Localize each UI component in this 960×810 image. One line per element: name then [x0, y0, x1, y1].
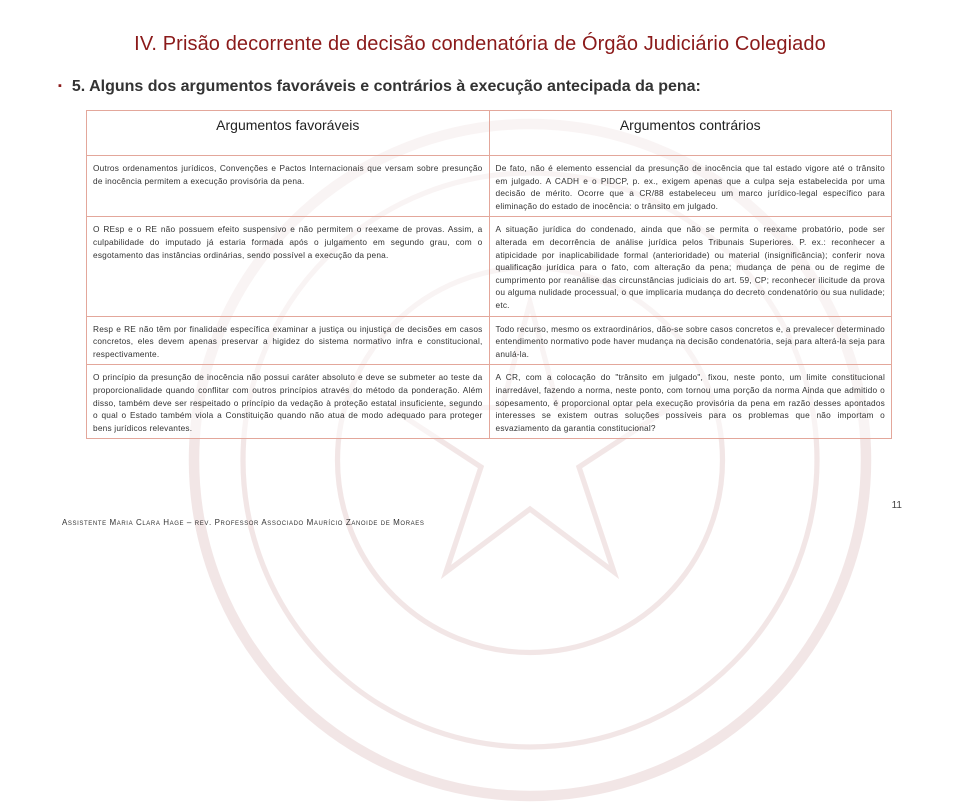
contrary-argument-cell: De fato, não é elemento essencial da presunção de inocência que tal estado vigore até o trânsito em julgado. A CADH e o PIDCP, p. ex., exigem apenas que a culpa seja estabelecida por uma decisão de mérito. Ocorre que a CR/88 estabeleceu um marco jurídico-legal específico para eliminação do estado de inocência: o trânsito em julgado. — [489, 156, 892, 217]
favorable-argument-cell: O princípio da presunção de inocência não possui caráter absoluto e deve se submeter ao teste da proporcionalidade quando conflitar com outros princípios através do método da ponderação. Além disso, também deve ser respeitado o princípio da vedação à proteção estatal insuficiente, segundo o qual o Estado também viola a Constituição quando não atua de modo adequado para proteger bens jurídicos relevantes. — [87, 365, 490, 439]
favorable-argument-cell: O REsp e o RE não possuem efeito suspensivo e não permitem o reexame de provas. Assim, a culpabilidade do imputado já estaria formada após o julgamento em segundo grau, com o esgotamento das instâncias ordinárias, sendo possível a execução da pena. — [87, 217, 490, 316]
table-row — [87, 316, 892, 365]
table-header-row — [87, 111, 892, 156]
table-row — [87, 365, 892, 439]
slide-subtitle: 5. Alguns dos argumentos favoráveis e contrários à execução antecipada da pena: — [71, 78, 701, 95]
footer-credit: Assistente Maria Clara Hage – rev. Professor Associado Maurício Zanoide de Moraes — [62, 518, 425, 527]
contrary-argument-cell: Todo recurso, mesmo os extraordinários, dão-se sobre casos concretos e, a prevalecer determinado entendimento normativo pode haver mudança na decisão condenatória, seja para alterá-la seja para anulá-la. — [489, 316, 892, 365]
bullet-marker: ▪ — [58, 80, 62, 92]
table-row — [87, 156, 892, 217]
subtitle-row — [58, 78, 701, 96]
arguments-table — [86, 110, 892, 439]
contrary-argument-cell: A situação jurídica do condenado, ainda que não se permita o reexame probatório, pode ser alterada em decorrência de análise jurídica pelos Tribunais Superiores. P. ex.: reconhecer a atipicidade por inaplicabilidade formal (anterioridade) ou material (insignificância); conferir nova qualificação jurídica para o fato, com alteração da pena; mudança de pena ou de regime de cumprimento por reanálise das circunstâncias judiciais do art. 59, CP; reconhecer ilicitude da prova ou alguma nulidade processual, o que implicaria mudança do decreto condenatório ou sua nulidade; etc. — [489, 217, 892, 316]
favorable-argument-cell: Resp e RE não têm por finalidade específica examinar a justiça ou injustiça de decisões em casos concretos, eles devem apenas preservar a higidez do sistema normativo infra e constitucional, respectivamente. — [87, 316, 490, 365]
header-contrary: Argumentos contrários — [489, 111, 892, 156]
header-favorable: Argumentos favoráveis — [87, 111, 490, 156]
favorable-argument-cell: Outros ordenamentos jurídicos, Convenções e Pactos Internacionais que versam sobre presunção de inocência permitem a execução provisória da pena. — [87, 156, 490, 217]
slide-title: IV. Prisão decorrente de decisão condenatória de Órgão Judiciário Colegiado — [134, 33, 826, 55]
contrary-argument-cell: A CR, com a colocação do "trânsito em julgado", fixou, neste ponto, um limite constitucional inarredável, fazendo a norma, neste ponto, com tornou uma porção da norma Ainda que admitido o sopesamento, é proporcional optar pela execução provisória da pena em razão desses apontados interesses se existem outras soluções possíveis para os problemas que não importam o esvaziamento da garantia constitucional? — [489, 365, 892, 439]
table-row — [87, 217, 892, 316]
page-number: 11 — [891, 500, 902, 511]
